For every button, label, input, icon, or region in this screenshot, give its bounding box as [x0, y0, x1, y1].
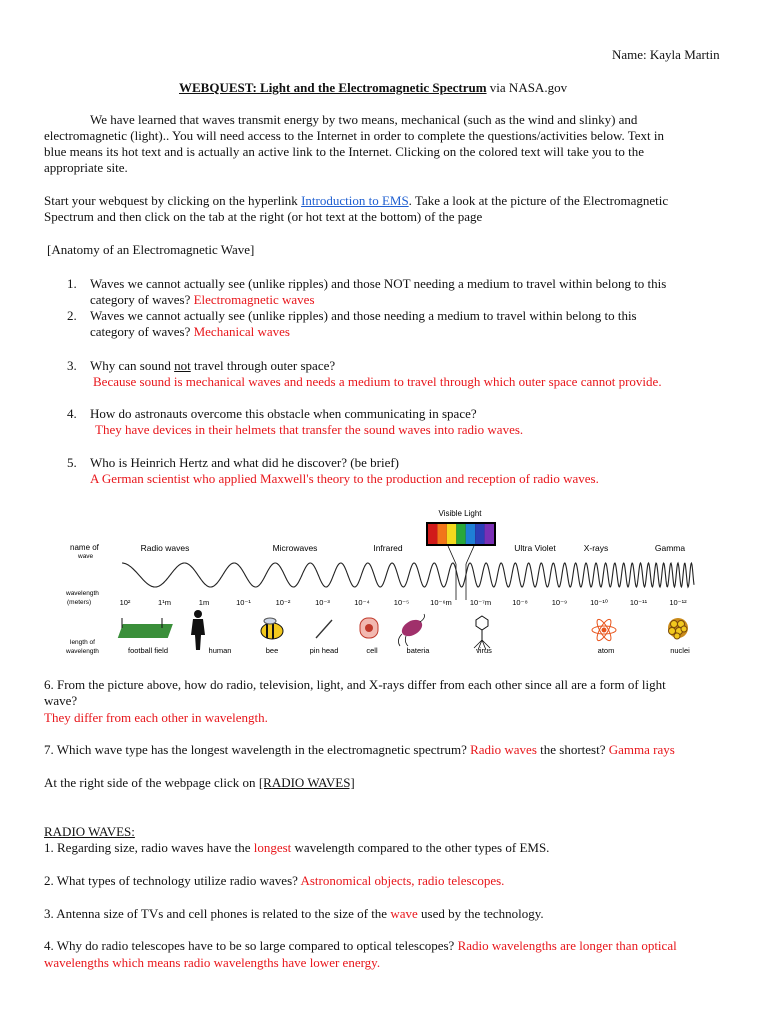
r3-answer: wave: [390, 906, 418, 921]
tick-label-14: 10⁻¹²: [669, 598, 687, 607]
radio-heading: [44, 824, 135, 840]
label-length-of: length of: [70, 639, 95, 646]
object-label-3: pin head: [309, 646, 339, 655]
wave-name-4: X-rays: [583, 543, 609, 553]
tick-label-8: 10⁻⁶m: [430, 598, 452, 607]
question-6-answer: They differ from each other in wavelength.: [44, 710, 268, 725]
spectrum-color-1: [437, 524, 446, 544]
answer: They have devices in their helmets that transfer the sound waves into radio waves.: [95, 422, 524, 437]
question-text-2: category of waves?: [90, 324, 194, 339]
radio-q4-answer-line-2: wavelengths which means radio wavelengths have lower energy.: [44, 955, 381, 970]
spectrum-color-5: [475, 524, 484, 544]
question-text: How do astronauts overcome this obstacle when communicating in space?: [90, 406, 477, 421]
question-number: 1.: [67, 276, 77, 291]
question-5: [67, 455, 747, 487]
start-post: . Take a look at the picture of the Electromagnetic: [408, 193, 669, 208]
wave-curve: [122, 563, 694, 587]
q7-text-mid: the shortest?: [536, 742, 609, 757]
nuclei-icon: [668, 618, 688, 639]
radio-q2: [44, 873, 504, 889]
atom-icon: [592, 618, 616, 643]
start-pre: Start your webquest by clicking on the hyperlink: [44, 193, 302, 208]
intro-line-2: electromagnetic (light).. You will need access to the Internet in order to complete the questions/activities below. Text in: [44, 128, 665, 143]
cell-icon: [360, 618, 378, 638]
question-6-line-2: wave?: [44, 693, 78, 708]
object-labels: [128, 646, 690, 655]
question-number: 2.: [67, 308, 77, 323]
wave-name-3: Ultra Violet: [514, 543, 556, 553]
tick-label-2: 1m: [198, 598, 210, 607]
r2-answer: Astronomical objects, radio telescopes.: [300, 873, 505, 888]
label-meters: (meters): [67, 599, 92, 606]
r1-text: 1. Regarding size, radio waves have the: [44, 840, 254, 855]
human-icon: [191, 610, 205, 650]
tick-label-1: 1¹m: [158, 598, 171, 607]
question-3: [67, 358, 747, 390]
question-1: [67, 276, 727, 308]
answer: Mechanical waves: [193, 324, 290, 339]
tick-label-6: 10⁻⁴: [354, 598, 370, 607]
funnel-line-right: [466, 546, 474, 564]
tick-label-3: 10⁻¹: [236, 598, 251, 607]
bacteria-icon: [398, 614, 425, 646]
r3-text-end: used by the technology.: [417, 906, 544, 921]
spectrum-color-2: [447, 524, 456, 544]
radio-instruction: [44, 775, 355, 791]
visible-light-label: Visible Light: [438, 509, 482, 518]
start-instruction-line-2: Spectrum and then click on the tab at the right (or hot text at the bottom) of the page: [44, 209, 483, 224]
answer: Electromagnetic waves: [193, 292, 315, 307]
wave-name-0: Radio waves: [140, 543, 190, 553]
wave-name-1: Microwaves: [272, 543, 318, 553]
question-text: Waves we cannot actually see (unlike ripples) and those NOT needing a medium to travel within belong to this: [90, 276, 667, 291]
tick-label-5: 10⁻³: [315, 598, 330, 607]
tick-label-9: 10⁻⁷m: [469, 598, 492, 607]
question-4: [67, 406, 747, 438]
object-label-6: virus: [476, 646, 492, 655]
question-text-2: category of waves?: [90, 292, 194, 307]
question-6-line-1: 6. From the picture above, how do radio, television, light, and X-rays differ from each other since all are a form of light: [44, 677, 666, 692]
question-emphasis: not: [174, 358, 191, 373]
q7-answer-shortest: Gamma rays: [608, 742, 675, 757]
wave-name-5: Gamma: [654, 543, 686, 553]
spectrum-colors: [428, 524, 494, 544]
intro-line-3: blue means its hot text and is actually an active link to the Internet. Clicking on the colored text will take you to the: [44, 144, 645, 159]
title-source: via NASA.gov: [486, 80, 568, 95]
spectrum-color-6: [485, 524, 494, 544]
radio-heading-text: RADIO WAVES:: [44, 824, 135, 839]
spectrum-color-3: [456, 524, 465, 544]
radio-q4: [44, 938, 677, 954]
tick-label-11: 10⁻⁹: [551, 598, 568, 607]
label-wavelength: wavelength: [66, 590, 99, 597]
radio-waves-link[interactable]: [RADIO WAVES]: [258, 775, 355, 790]
pin-head-icon: [316, 620, 332, 638]
question-text: Waves we cannot actually see (unlike ripples) and those needing a medium to travel within belong to this: [90, 308, 637, 323]
label-wave: wave: [78, 553, 94, 560]
r1-answer: longest: [253, 840, 292, 855]
object-label-1: human: [208, 646, 232, 655]
intro-line-1: We have learned that waves transmit energy by two means, mechanical (such as the wind and slinky) and: [90, 112, 638, 127]
start-instruction: [44, 193, 668, 209]
tick-label-10: 10⁻⁸: [512, 598, 528, 607]
object-label-5: bateria: [406, 646, 430, 655]
tick-label-7: 10⁻⁵: [393, 598, 410, 607]
tick-label-13: 10⁻¹¹: [629, 598, 648, 607]
wave-names: [141, 543, 686, 553]
question-text: Who is Heinrich Hertz and what did he discover? (be brief): [90, 455, 399, 470]
title-main: WEBQUEST: Light and the Electromagnetic Spectrum: [179, 80, 487, 95]
question-text: Why can sound: [90, 358, 175, 373]
r2-text: 2. What types of technology utilize radio waves?: [44, 873, 301, 888]
intro-line-4: appropriate site.: [44, 160, 128, 175]
question-7: [44, 742, 675, 758]
question-number: 4.: [67, 406, 77, 421]
football-field-icon: [118, 618, 173, 638]
wavelength-ticks: [120, 598, 688, 607]
question-number: 3.: [67, 358, 77, 373]
radio-q1: [44, 840, 549, 856]
object-label-0: football field: [127, 646, 169, 655]
virus-icon: [474, 616, 490, 650]
question-2: [67, 308, 727, 340]
object-label-4: cell: [366, 646, 378, 655]
em-spectrum-diagram: [60, 500, 700, 665]
page-title: [179, 80, 567, 96]
tick-label-0: 10²: [119, 598, 131, 607]
label-name-of: name of: [70, 543, 99, 552]
object-label-8: nuclei: [670, 646, 690, 655]
question-number: 5.: [67, 455, 77, 470]
answer: A German scientist who applied Maxwell's theory to the production and reception of radio waves.: [90, 471, 599, 486]
object-label-7: atom: [597, 646, 615, 655]
bee-icon: [261, 618, 283, 639]
section-anatomy: [Anatomy of an Electromagnetic Wave]: [47, 242, 255, 257]
tick-label-4: 10⁻²: [275, 598, 291, 607]
label-wavelength-2: wavelength: [66, 648, 99, 655]
radio-q3: [44, 906, 544, 922]
q7-answer-longest: Radio waves: [470, 742, 537, 757]
radio-instruction-text: At the right side of the webpage click on: [44, 775, 259, 790]
answer: Because sound is mechanical waves and needs a medium to travel through which outer space cannot provide.: [93, 374, 662, 389]
question-text-end: travel through outer space?: [190, 358, 336, 373]
spectrum-color-0: [428, 524, 437, 544]
tick-label-12: 10⁻¹⁰: [590, 598, 608, 607]
q7-text: 7. Which wave type has the longest wavelength in the electromagnetic spectrum?: [44, 742, 471, 757]
intro-ems-link[interactable]: Introduction to EMS: [301, 193, 409, 208]
r4-text: 4. Why do radio telescopes have to be so large compared to optical telescopes?: [44, 938, 458, 953]
r4-answer: Radio wavelengths are longer than optical: [457, 938, 677, 953]
spectrum-color-4: [466, 524, 475, 544]
funnel-line-left: [448, 546, 456, 564]
wave-name-2: Infrared: [373, 543, 403, 553]
r3-text: 3. Antenna size of TVs and cell phones is related to the size of the: [44, 906, 391, 921]
object-label-2: bee: [265, 646, 279, 655]
r1-text-end: wavelength compared to the other types of EMS.: [291, 840, 550, 855]
student-name: Name: Kayla Martin: [612, 47, 720, 62]
